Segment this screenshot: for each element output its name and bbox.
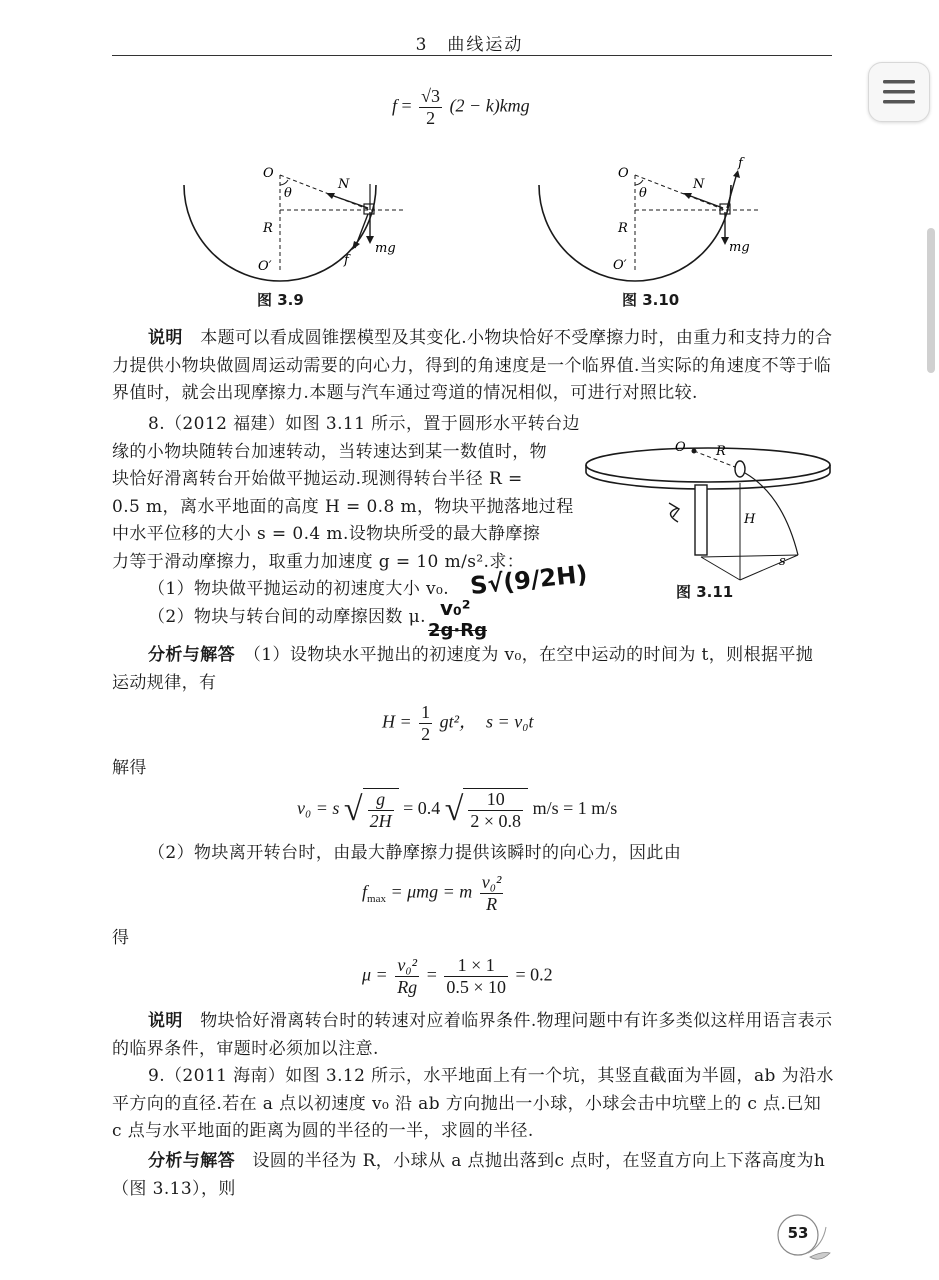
page-number: 53 [787,1224,809,1242]
eq-v0: v₀ = s √ $\frac{g}{2H}$ = 0.4 √ $\frac{10}{2 \times 0.8}$ m/s = 1 m/s [297,789,618,831]
eq-fmax [362,872,506,915]
analysis-1-label: 分析与解答 [148,645,235,665]
note-1 [112,325,834,408]
problem-8-q2: （2）物块与转台间的动摩擦因数 μ. [148,606,426,627]
eq-mu [362,955,553,998]
handwriting-1: S√(9/2H) [468,559,589,601]
eq-mu-eq: = [426,964,437,985]
scrollbar-thumb[interactable] [927,228,935,373]
eq-h-rest: gt²， s = v₀t [439,711,534,732]
page-header [0,0,939,60]
problem-8-q1: （1）物块做平抛运动的初速度大小 v₀. [148,579,450,599]
analysis-1-text2: 运动规律，有 [112,672,217,693]
fig310-label-N: N [693,177,705,192]
eq-fmax-den: R [486,894,498,914]
eq-fmax-num: v₀² [481,872,502,892]
fig311-label-O: O [675,440,686,455]
header-title: 3 曲线运动 [415,35,524,55]
fig311-label-H: H [744,512,756,527]
de-label: 得 [112,928,130,948]
fig311-label-s: s [779,554,786,569]
solve-label: 解得 [112,758,147,778]
fig310-label-R: R [618,221,628,236]
eq-mu-num1: v₀² [395,955,419,977]
figure-3-9 [170,160,430,290]
eq-v0-num1: g [368,789,394,811]
fig310-label-Oprime: O′ [613,258,627,273]
eq-v0-den2: 2 × 0.8 [470,811,522,831]
problem-8-line3: 块恰好滑离转台开始做平抛运动.现测得转台半径 R = [112,469,523,489]
formula-top-den: 2 [426,108,436,128]
figure-3-10-caption: 图 3.10 [622,291,680,309]
eq-h-den: 2 [421,724,431,744]
problem-8-line2: 缘的小物块随转台加速转动，当转速达到某一数值时，物 [112,441,547,462]
note-2 [112,1008,834,1063]
figure-3-9-caption: 图 3.9 [257,291,304,309]
eq-fmax-lhs: f [362,881,368,902]
eq-h-lhs: H = [382,711,412,732]
analysis-2 [112,1148,834,1203]
problem-8 [112,411,582,631]
fig310-label-O: O [618,166,629,181]
fig310-label-mg: mg [729,240,750,255]
eq-fmax-sub: max [367,893,386,906]
eq-v0-mid: = 0.4 [403,798,441,819]
fig310-label-f: f [738,156,743,171]
eq-mu-den1: Rg [397,977,418,997]
fig39-label-mg: mg [375,241,396,256]
part-2: （2）物块离开转台时，由最大静摩擦力提供该瞬时的向心力，因此由 [148,843,682,863]
eq-mu-den2: 0.5 × 10 [446,977,506,997]
formula-top-num: √3 [421,86,441,106]
fig311-label-R: R [716,444,726,459]
formula-top: f = $\frac{√3}{2}$ (2 − k)kmg [392,86,530,128]
eq-fmax-mid: = μmg = m [390,881,473,902]
figure-3-11 [583,425,833,585]
handwriting-2b: 2g·Rg [428,620,487,641]
note-1-text: 本题可以看成圆锥摆模型及其变化.小物块恰好不受摩擦力时，由重力和支持力的合力提供小物块做圆周运动需要的向心力，得到的角速度是一个临界值.当实际的角速度不等于临界值时，就会出现摩擦力.本题与汽车通过弯道的情况相似，可进行对照比较. [112,328,833,403]
eq-v0-lhs: v₀ = s [297,798,340,819]
eq-mu-rest: = 0.2 [515,964,553,985]
handwriting-2a: v₀² [440,596,471,620]
analysis-2-label: 分析与解答 [148,1151,235,1171]
eq-h [382,702,533,745]
menu-button[interactable] [868,62,930,122]
fig39-label-theta: θ [284,186,292,201]
fig39-label-N: N [338,177,350,192]
problem-8-line1: 8.（2012 福建）如图 3.11 所示，置于圆形水平转台边 [148,414,580,434]
problem-8-line5: 中水平位移的大小 s = 0.4 m.设物块所受的最大静摩擦 [112,524,541,544]
note-2-text: 物块恰好滑离转台时的转速对应着临界条件.物理问题中有许多类似这样用语言表示的临界条件，审题时必须加以注意. [112,1011,833,1059]
analysis-1-text1: （1）设物块水平抛出的初速度为 v₀，在空中运动的时间为 t，则根据平抛 [252,645,814,665]
problem-9: 9.（2011 海南）如图 3.12 所示，水平地面上有一个坑，其竖直截面为半圆，ab 为沿水平方向的直径.若在 a 点以初速度 v₀ 沿 ab 方向抛出一小球，小球会击中坑壁上的 c 点.已知 c 点与水平地面的距离为圆的半径的一半，求圆的半径. [112,1066,834,1141]
eq-v0-num2: 10 [468,789,523,811]
eq-mu-lhs: μ = [362,964,388,985]
analysis-2-text: 设圆的半径为 R，小球从 a 点抛出落到c 点时，在竖直方向上下落高度为h（图 3.13），则 [112,1151,826,1199]
note-2-label: 说明 [148,1011,183,1031]
problem-8-line6: 力等于滑动摩擦力，取重力加速度 g = 10 m/s².求： [112,551,525,572]
fig310-label-theta: θ [639,186,647,201]
eq-mu-num2: 1 × 1 [444,955,508,977]
fig39-label-O: O [263,166,274,181]
note-1-label: 说明 [148,328,183,348]
fig39-label-R: R [263,221,273,236]
fig39-label-Oprime: O′ [258,259,272,274]
header-rule [112,55,832,56]
formula-top-rest: (2 − k)kmg [449,95,530,116]
figure-3-10 [525,155,785,290]
eq-v0-den1: 2H [369,811,392,831]
hamburger-menu-icon [869,63,929,121]
figure-3-11-caption: 图 3.11 [676,583,734,601]
eq-v0-rest: m/s = 1 m/s [532,798,618,819]
fig39-label-f: f [344,253,349,268]
formula-top-lhs: f [392,95,398,116]
analysis-1 [112,642,834,697]
eq-h-num: 1 [421,702,431,722]
problem-8-line4: 0.5 m，离水平地面的高度 H = 0.8 m，物块平抛落地过程 [112,496,574,517]
